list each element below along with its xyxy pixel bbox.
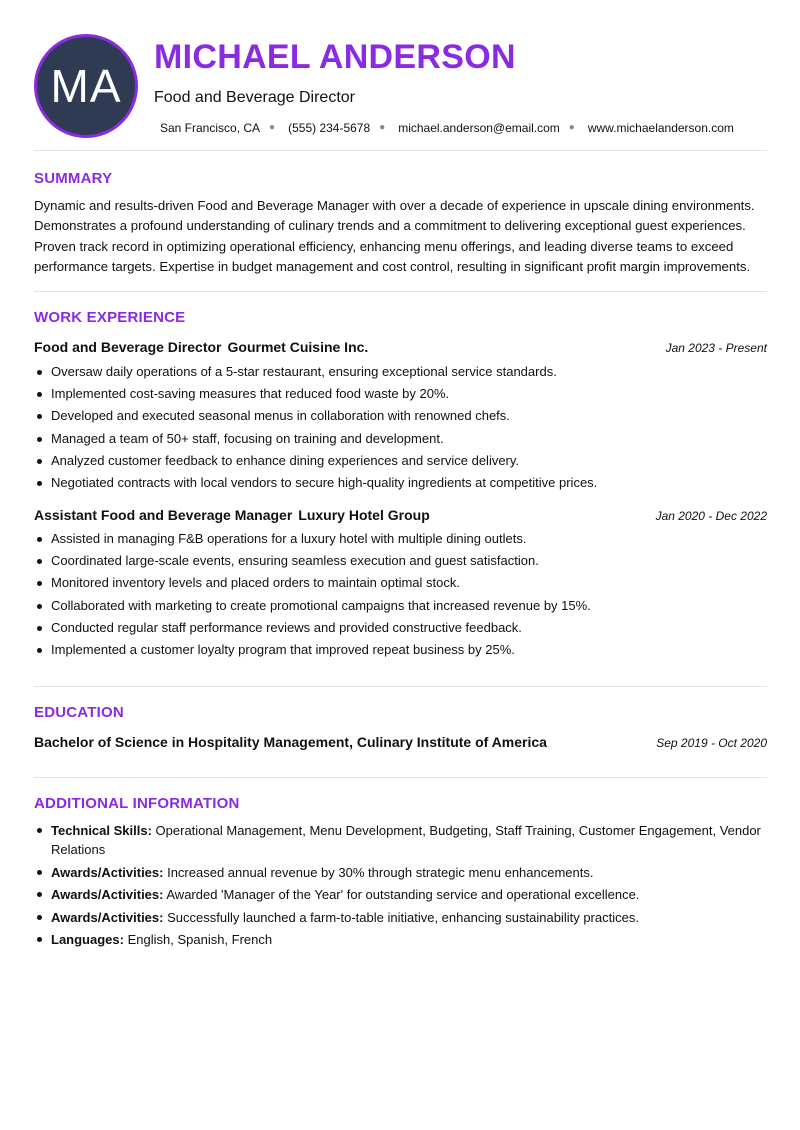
- contact-email: michael.anderson@email.com: [398, 121, 560, 135]
- contact-phone: (555) 234-5678: [288, 121, 371, 135]
- item-text: Increased annual revenue by 30% through strategic menu enhancements.: [167, 864, 594, 880]
- section-heading-education: EDUCATION: [34, 704, 124, 721]
- job-role: Assistant Food and Beverage Manager: [34, 507, 293, 523]
- separator-dot: ●: [379, 122, 386, 133]
- list-item: Implemented cost-saving measures that reduced food waste by 20%.: [34, 383, 774, 405]
- avatar: [34, 34, 138, 138]
- job-bullets: [34, 361, 774, 494]
- education-degree: Bachelor of Science in Hospitality Management, Culinary Institute of America: [34, 734, 547, 750]
- list-item: [34, 885, 767, 904]
- item-text: Successfully launched a farm-to-table initiative, enhancing sustainability practices.: [167, 909, 639, 925]
- item-label: Languages:: [51, 932, 124, 947]
- divider: [34, 150, 767, 151]
- contact-line: [160, 120, 780, 136]
- item-label: Technical Skills:: [51, 823, 152, 838]
- list-item: Oversaw daily operations of a 5-star restaurant, ensuring exceptional service standards.: [34, 361, 774, 383]
- list-item: Monitored inventory levels and placed orders to maintain optimal stock.: [34, 572, 774, 594]
- divider: [34, 686, 767, 687]
- job-company: Gourmet Cuisine Inc.: [227, 339, 369, 355]
- summary-text: Dynamic and results-driven Food and Beverage Manager with over a decade of experience in upscale dining environments. Demonstrates a profound understanding of culinary trends and a commitment to delivering exceptional guest experiences. Proven track record in optimizing operational efficiency, enhancing menu offerings, and leading diverse teams to exceed performance targets. Expertise in budget management and cost control, resulting in significant profit margin improvements.: [34, 198, 755, 275]
- additional-list: [34, 821, 767, 953]
- list-item: [34, 821, 767, 859]
- item-label: Awards/Activities:: [51, 887, 164, 902]
- item-text: Operational Management, Menu Development, Budgeting, Staff Training, Customer Engagement, Vendor Relations: [51, 823, 761, 857]
- contact-website: www.michaelanderson.com: [587, 121, 734, 135]
- job-dates: Jan 2020 - Dec 2022: [655, 509, 767, 523]
- avatar-initials: MA: [50, 60, 122, 112]
- section-heading-experience: WORK EXPERIENCE: [34, 309, 186, 326]
- job-company: Luxury Hotel Group: [298, 507, 430, 523]
- list-item: [34, 930, 767, 949]
- item-text: English, Spanish, French: [127, 932, 273, 947]
- separator-dot: ●: [269, 122, 276, 133]
- list-item: Assisted in managing F&B operations for a luxury hotel with multiple dining outlets.: [34, 528, 774, 550]
- job-header: [34, 338, 767, 356]
- list-item: Negotiated contracts with local vendors to secure high-quality ingredients at competitive prices.: [34, 472, 774, 494]
- list-item: Coordinated large-scale events, ensuring seamless execution and guest satisfaction.: [34, 550, 774, 572]
- education-dates: Sep 2019 - Oct 2020: [656, 736, 767, 750]
- item-text: Awarded 'Manager of the Year' for outstanding service and operational excellence.: [166, 887, 640, 902]
- list-item: Implemented a customer loyalty program that improved repeat business by 25%.: [34, 639, 774, 661]
- list-item: Developed and executed seasonal menus in collaboration with renowned chefs.: [34, 405, 774, 427]
- education-entry: [34, 733, 767, 751]
- section-heading-additional: ADDITIONAL INFORMATION: [34, 795, 240, 812]
- list-item: [34, 863, 767, 882]
- candidate-title: Food and Beverage Director: [154, 89, 355, 106]
- job-title: [34, 506, 430, 524]
- divider: [34, 777, 767, 778]
- job-role: Food and Beverage Director: [34, 339, 222, 355]
- list-item: Conducted regular staff performance reviews and provided constructive feedback.: [34, 617, 774, 639]
- job-title: [34, 338, 368, 356]
- divider: [34, 291, 767, 292]
- list-item: [34, 908, 767, 927]
- list-item: Analyzed customer feedback to enhance dining experiences and service delivery.: [34, 450, 774, 472]
- list-item: Managed a team of 50+ staff, focusing on training and development.: [34, 428, 774, 450]
- job-bullets: [34, 528, 774, 661]
- candidate-name: MICHAEL ANDERSON: [154, 38, 516, 76]
- item-label: Awards/Activities:: [51, 864, 164, 880]
- section-heading-summary: SUMMARY: [34, 170, 113, 187]
- job-dates: Jan 2023 - Present: [665, 341, 767, 355]
- list-item: Collaborated with marketing to create promotional campaigns that increased revenue by 15%.: [34, 595, 774, 617]
- contact-location: San Francisco, CA: [160, 121, 261, 135]
- job-header: [34, 506, 767, 524]
- separator-dot: ●: [568, 122, 575, 133]
- item-label: Awards/Activities:: [51, 909, 164, 925]
